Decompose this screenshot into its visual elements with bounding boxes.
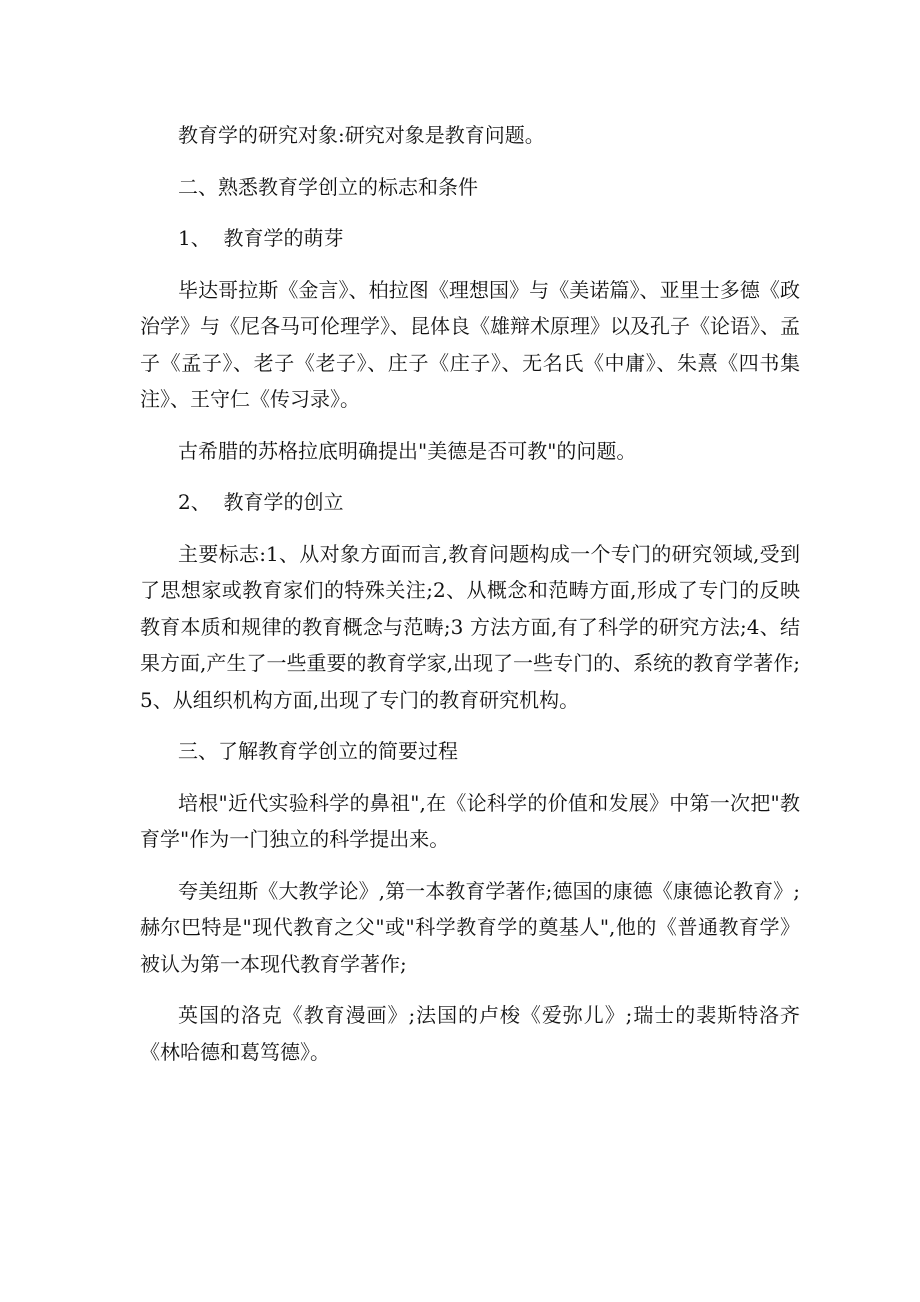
section-heading-2: 二、熟悉教育学创立的标志和条件	[178, 174, 478, 199]
paragraph-early-works: 毕达哥拉斯《金言》、柏拉图《理想国》与《美诺篇》、亚里士多德《政治学》与《尼各马可伦理学》、昆体良《雄辩术原理》以及孔子《论语》、孟子《孟子》、老子《老子》、庄子《庄子》、无名氏《中庸》、朱熹《四书集注》、王守仁《传习录》。	[140, 277, 800, 411]
paragraph-research-object: 教育学的研究对象:研究对象是教育问题。	[178, 123, 545, 147]
subheading-founding: 2、 教育学的创立	[178, 490, 344, 514]
document-body	[140, 117, 800, 1085]
paragraph-socrates: 古希腊的苏格拉底明确提出"美德是否可教"的问题。	[178, 438, 637, 463]
paragraph-bacon: 培根"近代实验科学的鼻祖",在《论科学的价值和发展》中第一次把"教育学"作为一门独立的科学提出来。	[140, 790, 800, 851]
paragraph-main-markers: 主要标志:1、从对象方面而言,教育问题构成一个专门的研究领域,受到了思想家或教育家们的特殊关注;2、从概念和范畴方面,形成了专门的反映教育本质和规律的教育概念与范畴;3 方法方面,有了科学的研究方法;4、结果方面,产生了一些重要的教育学家,出现了一些专门的、系统的教育学著作;5、从组织机构方面,出现了专门的教育研究机构。	[140, 541, 800, 712]
paragraph-comenius: 夸美纽斯《大教学论》,第一本教育学著作;德国的康德《康德论教育》;赫尔巴特是"现代教育之父"或"科学教育学的奠基人",他的《普通教育学》被认为第一本现代教育学著作;	[140, 878, 800, 976]
section-heading-3: 三、了解教育学创立的简要过程	[178, 739, 458, 763]
subheading-sprout: 1、 教育学的萌芽	[178, 226, 344, 250]
paragraph-locke-rousseau: 英国的洛克《教育漫画》;法国的卢梭《爱弥儿》;瑞士的裴斯特洛齐《林哈德和葛笃德》。	[140, 1003, 800, 1064]
